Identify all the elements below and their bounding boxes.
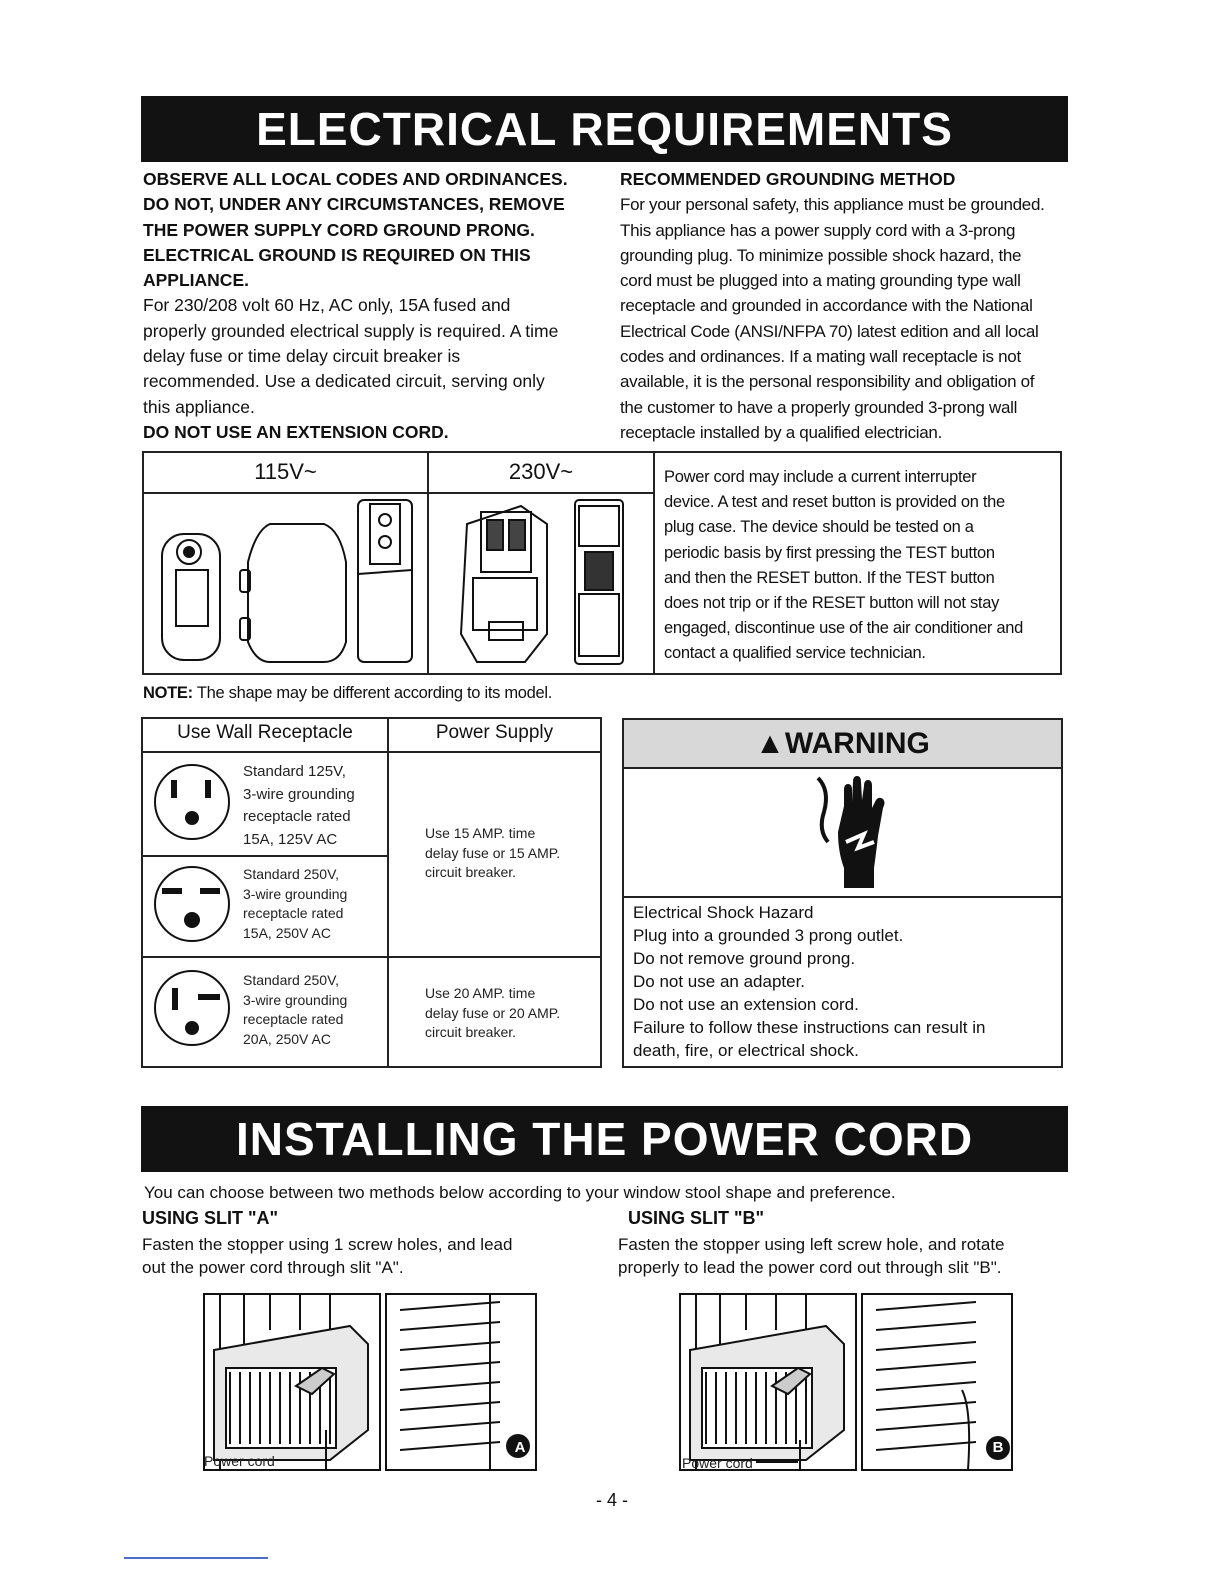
row-desc-line: 3-wire grounding xyxy=(243,991,348,1008)
body-line: cord must be plugged into a mating grounding type wall xyxy=(620,271,1021,291)
desc-line: and then the RESET button. If the TEST button xyxy=(664,568,995,587)
slit-a-illustration xyxy=(200,1290,540,1476)
bold-line: APPLIANCE. xyxy=(143,270,249,291)
row-desc-line: 15A, 125V AC xyxy=(243,830,338,848)
row-desc-line: Standard 125V, xyxy=(243,763,346,780)
section-title-power-cord: INSTALLING THE POWER CORD xyxy=(141,1106,1068,1172)
desc-line: contact a qualified service technician. xyxy=(664,644,926,663)
power-cord-label-a: Power cord xyxy=(204,1453,275,1469)
divider xyxy=(622,896,1063,898)
warning-line: Do not remove ground prong. xyxy=(633,949,856,968)
warning-header xyxy=(624,720,1061,767)
receptacle-row-1 xyxy=(243,761,355,851)
warning-line: Do not use an extension cord. xyxy=(633,995,859,1014)
receptacle-125v-icon xyxy=(150,760,234,844)
electric-shock-hand-icon xyxy=(800,772,900,892)
desc-line: Power cord may include a current interrupter xyxy=(664,468,977,486)
warning-line: Plug into a grounded 3 prong outlet. xyxy=(633,926,904,945)
warning-line: Failure to follow these instructions can result in xyxy=(633,1018,986,1037)
body-line: properly grounded electrical supply is required. A time xyxy=(143,320,559,341)
supply-line: delay fuse or 15 AMP. xyxy=(425,844,561,861)
slit-a-instructions xyxy=(142,1234,512,1279)
body-line: available, it is the personal responsibility and obligation of xyxy=(620,372,1035,392)
row-desc-line: 15A, 250V AC xyxy=(243,924,331,941)
body-line: For your personal safety, this appliance must be grounded. xyxy=(620,195,1045,215)
bold-line: THE POWER SUPPLY CORD GROUND PRONG. xyxy=(143,219,535,240)
row-desc-line: Standard 250V, xyxy=(243,972,340,988)
desc-line: does not trip or if the RESET button will not stay xyxy=(664,594,1000,613)
grounding-heading: RECOMMENDED GROUNDING METHOD xyxy=(620,169,956,189)
slit-b-heading: USING SLIT "B" xyxy=(628,1208,765,1228)
body-line: delay fuse or time delay circuit breaker is xyxy=(143,346,461,367)
receptacle-250v-15a-icon xyxy=(150,862,234,946)
badge-a: A xyxy=(514,1439,526,1456)
divider xyxy=(141,855,388,857)
desc-line: device. A test and reset button is provided on the xyxy=(664,493,1005,512)
power-supply-20a xyxy=(425,984,560,1043)
footer-rule xyxy=(124,1557,268,1559)
receptacle-250v-20a-icon xyxy=(150,966,234,1050)
supply-line: Use 20 AMP. time xyxy=(425,985,536,1001)
power-supply-15a xyxy=(425,824,560,883)
row-desc-line: Standard 250V, xyxy=(243,866,340,882)
divider xyxy=(653,451,655,675)
right-column xyxy=(620,167,1070,445)
instruction-line: Fasten the stopper using left screw hole, and rotate xyxy=(618,1235,1005,1254)
body-line: recommended. Use a dedicated circuit, serving only xyxy=(143,371,545,392)
body-line: For 230/208 volt 60 Hz, AC only, 15A fused and xyxy=(143,295,511,316)
instruction-line: Fasten the stopper using 1 screw holes, and lead xyxy=(142,1235,513,1254)
row-desc-line: 3-wire grounding xyxy=(243,885,348,902)
slit-b-illustration xyxy=(676,1290,1016,1476)
body-line: the customer to have a properly grounded 3-prong wall xyxy=(620,397,1018,417)
header-wall-receptacle: Use Wall Receptacle xyxy=(177,722,353,743)
body-line: this appliance. xyxy=(143,396,255,417)
slit-b-instructions xyxy=(618,1234,1005,1279)
body-line: Electrical Code (ANSI/NFPA 70) latest edition and all local xyxy=(620,321,1039,341)
desc-line: periodic basis by first pressing the TEST button xyxy=(664,543,995,562)
desc-line: plug case. The device should be tested on a xyxy=(664,518,974,537)
header-power-supply: Power Supply xyxy=(435,722,554,743)
slit-a-heading: USING SLIT "A" xyxy=(142,1208,279,1228)
desc-line: engaged, discontinue use of the air conditioner and xyxy=(664,619,1023,638)
body-line: receptacle and grounded in accordance with the National xyxy=(620,296,1033,316)
note-text: The shape may be different according to its model. xyxy=(192,684,553,702)
bold-line: ELECTRICAL GROUND IS REQUIRED ON THIS xyxy=(143,244,531,265)
divider xyxy=(141,751,602,753)
row-desc-line: 20A, 250V AC xyxy=(243,1030,331,1047)
left-column xyxy=(143,167,603,445)
supply-line: delay fuse or 20 AMP. xyxy=(425,1004,561,1021)
row-desc-line: receptacle rated xyxy=(243,905,344,921)
plug-description xyxy=(664,465,1059,667)
supply-line: Use 15 AMP. time xyxy=(425,825,536,841)
receptacle-row-2 xyxy=(243,865,347,943)
plug-115v-illustration xyxy=(144,494,427,673)
voltage-230-header: 230V~ xyxy=(508,459,574,484)
row-desc-line: 3-wire grounding xyxy=(243,785,355,803)
row-desc-line: receptacle rated xyxy=(243,808,351,825)
row-desc-line: receptacle rated xyxy=(243,1011,344,1027)
bold-line: OBSERVE ALL LOCAL CODES AND ORDINANCES. xyxy=(143,169,568,189)
divider xyxy=(622,767,1063,769)
warning-triangle-icon: ▲ xyxy=(755,727,785,760)
section-title-electrical: ELECTRICAL REQUIREMENTS xyxy=(141,96,1068,162)
page-number: - 4 - xyxy=(595,1490,628,1510)
receptacle-row-3 xyxy=(243,971,347,1049)
voltage-115-header: 115V~ xyxy=(254,459,317,484)
instruction-line: out the power cord through slit "A". xyxy=(142,1257,404,1277)
plug-230v-illustration xyxy=(429,494,653,673)
note xyxy=(143,684,552,703)
divider xyxy=(387,717,389,1068)
body-line: grounding plug. To minimize possible shock hazard, the xyxy=(620,245,1022,265)
body-line: codes and ordinances. If a mating wall receptacle is not xyxy=(620,347,1021,367)
badge-b: B xyxy=(992,1439,1004,1456)
instruction-line: properly to lead the power cord out through slit "B". xyxy=(618,1257,1002,1277)
bold-line: DO NOT, UNDER ANY CIRCUMSTANCES, REMOVE xyxy=(143,194,565,215)
warning-title: WARNING xyxy=(784,727,930,760)
supply-line: circuit breaker. xyxy=(425,1024,517,1040)
install-intro: You can choose between two methods below according to your window stool shape and preference. xyxy=(144,1183,896,1202)
body-line: receptacle installed by a qualified electrician. xyxy=(620,422,943,442)
body-line: This appliance has a power supply cord with a 3-prong xyxy=(620,220,1016,240)
warning-line: Electrical Shock Hazard xyxy=(633,903,814,922)
warning-line: death, fire, or electrical shock. xyxy=(633,1041,859,1060)
warning-line: Do not use an adapter. xyxy=(633,972,806,991)
supply-line: circuit breaker. xyxy=(425,864,517,880)
power-cord-label-b: Power cord xyxy=(682,1455,753,1471)
note-label: NOTE: xyxy=(143,684,193,702)
divider xyxy=(141,956,602,958)
extension-cord-warning: DO NOT USE AN EXTENSION CORD. xyxy=(143,421,449,442)
